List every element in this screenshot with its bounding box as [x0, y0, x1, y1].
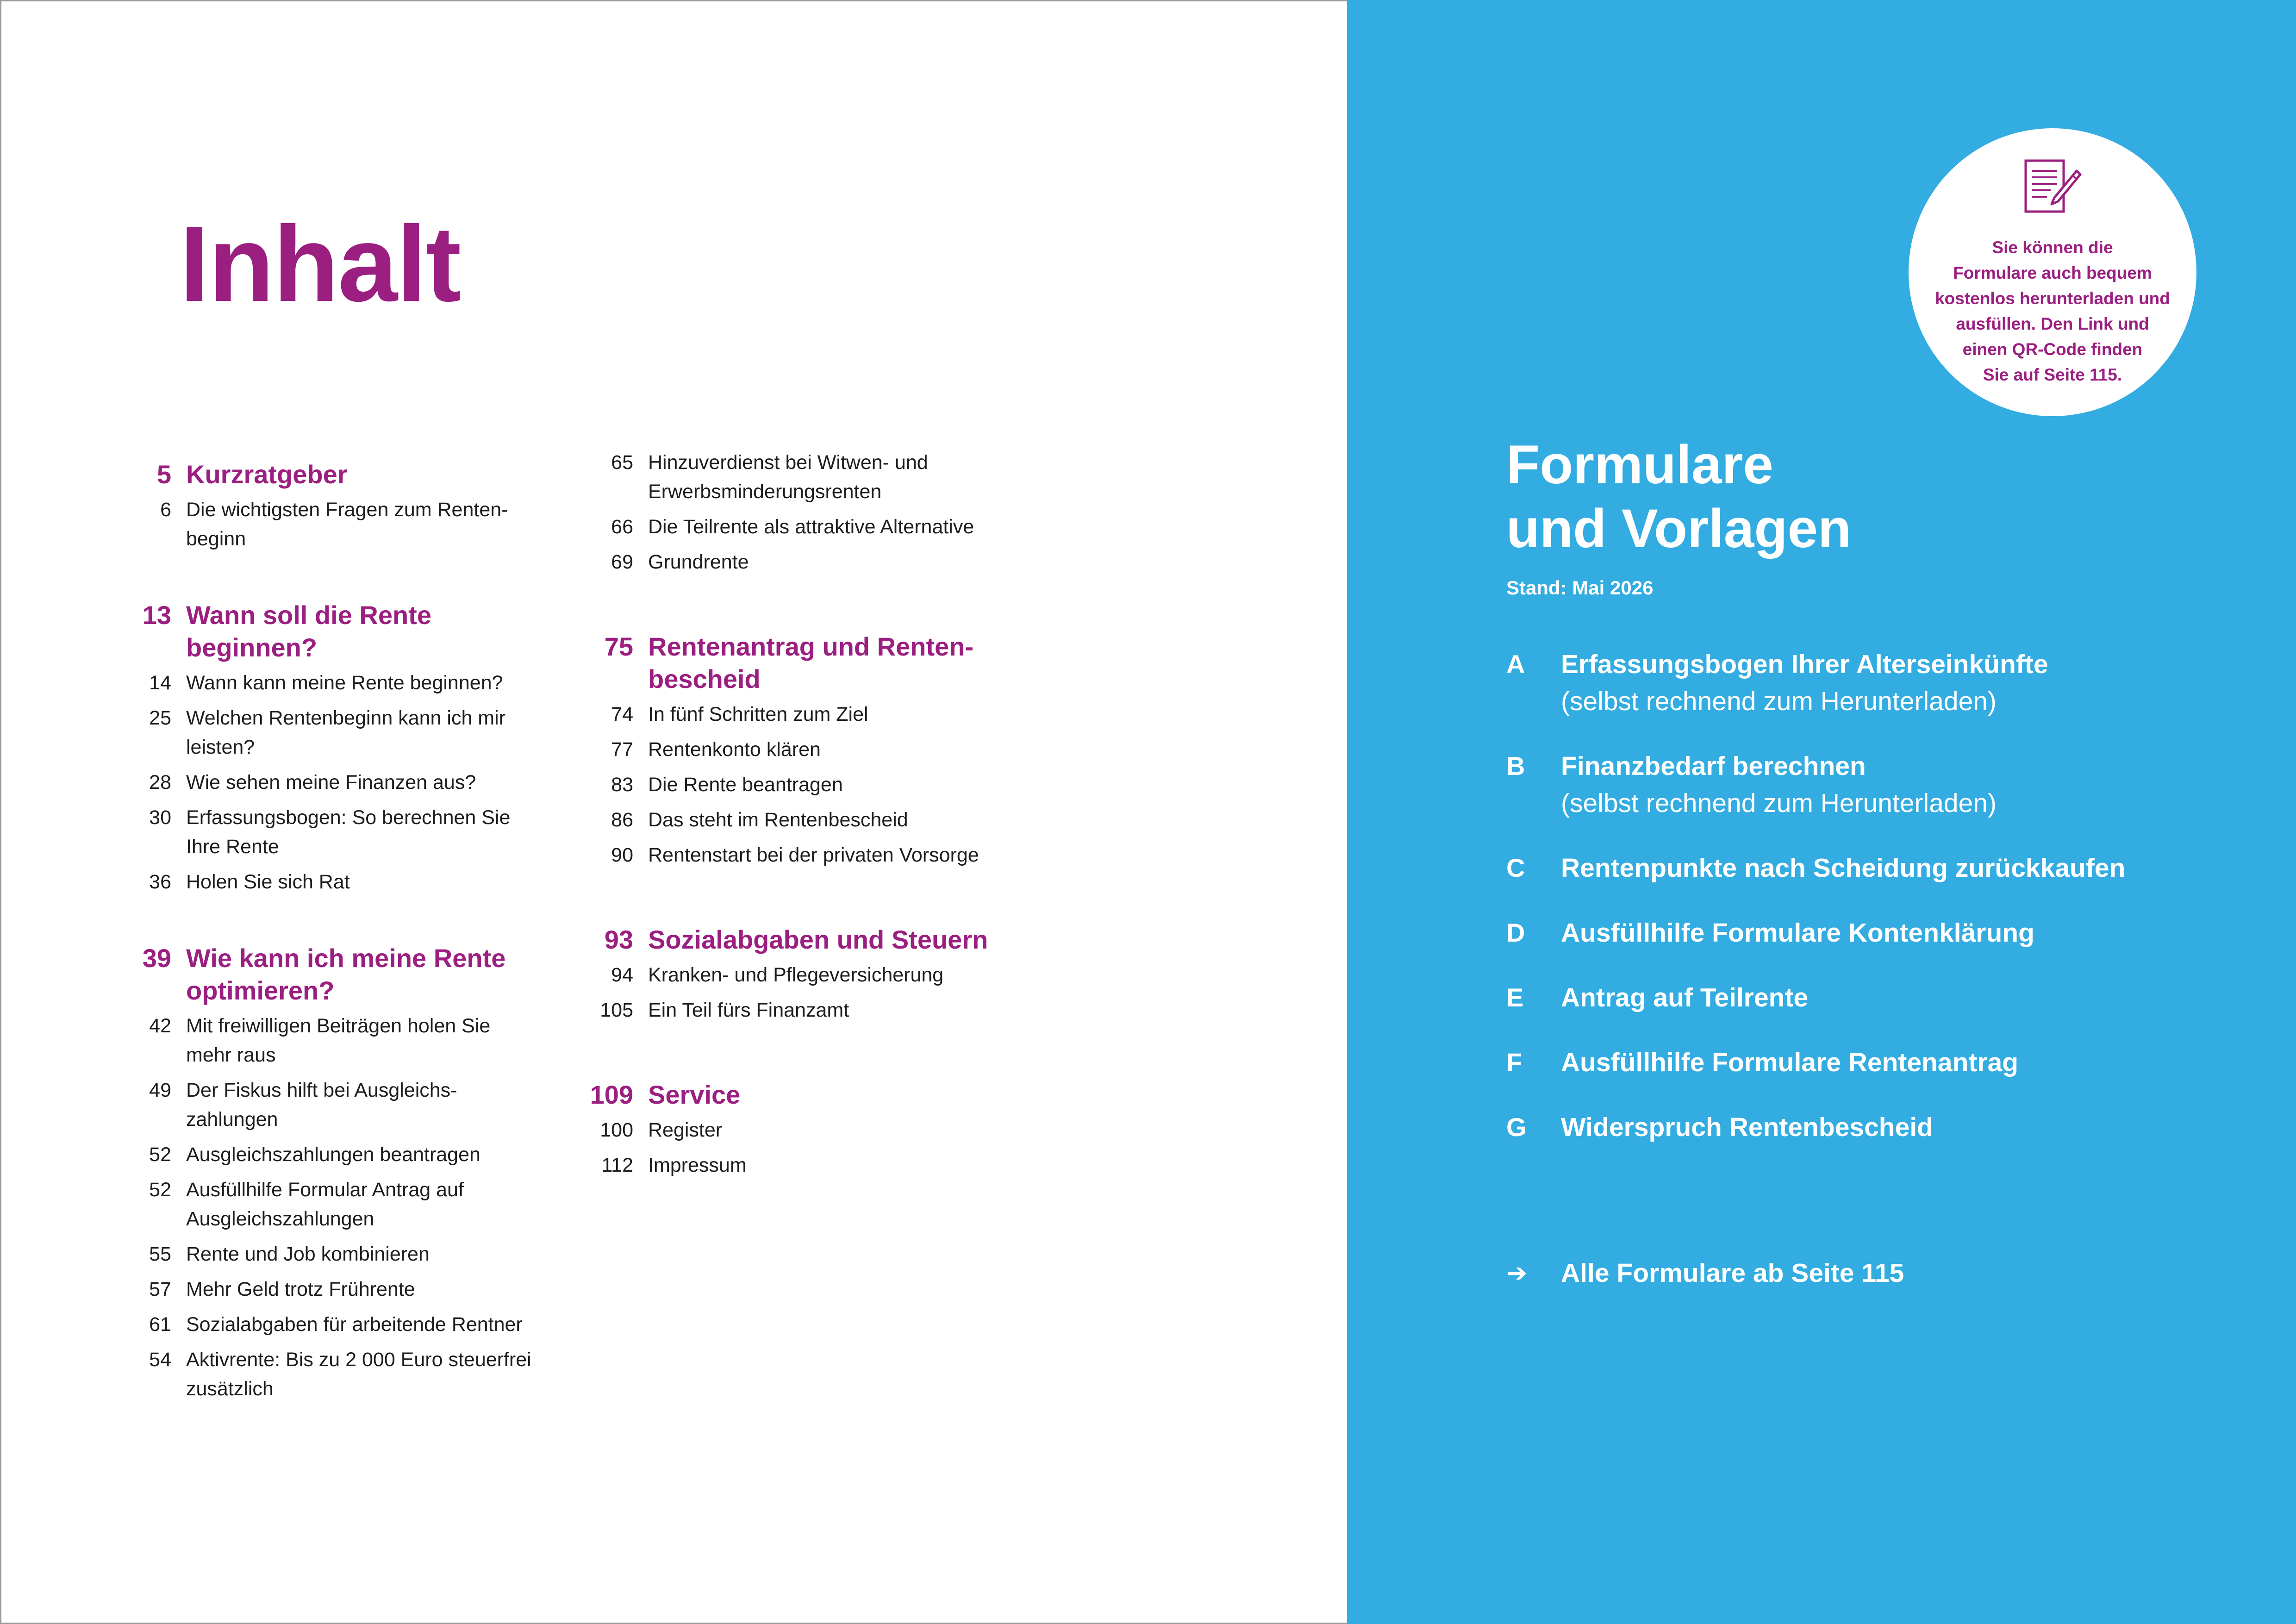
entry-page-number: 61 [149, 1313, 171, 1336]
entry-title: Die Rente beantragen [648, 774, 843, 796]
forms-list [1506, 646, 2270, 1174]
chapter-page-number: 75 [604, 632, 633, 661]
toc-chapter[interactable] [582, 631, 1045, 695]
entry-page-number: 14 [149, 672, 171, 694]
entry-page-number: 55 [149, 1243, 171, 1265]
toc-entry[interactable] [120, 1012, 565, 1070]
download-badge [1909, 128, 2196, 416]
page-title: Inhalt [180, 204, 461, 324]
form-text [1561, 979, 1808, 1016]
toc-entry[interactable] [120, 803, 565, 862]
entry-title: Die Teilrente als attraktive Alternative [648, 516, 974, 538]
toc-chapter[interactable] [120, 599, 565, 664]
toc-entry[interactable] [120, 1310, 565, 1339]
form-title: Antrag auf Teilrente [1561, 983, 1809, 1012]
entry-page-number: 36 [149, 871, 171, 893]
entry-title: Sozialabgaben für arbeitende Rentner [186, 1313, 523, 1336]
toc-section [582, 924, 1045, 1025]
entry-page-number: 49 [149, 1079, 171, 1101]
form-letter: A [1506, 650, 1525, 679]
entry-page-number: 52 [149, 1179, 171, 1201]
entry-page-number: 30 [149, 806, 171, 829]
entry-title: Rente und Job kombinieren [186, 1243, 430, 1265]
chapter-page-number: 109 [590, 1080, 633, 1109]
entry-page-number: 66 [611, 516, 633, 538]
form-pencil-icon [2022, 157, 2082, 222]
form-title: Rentenpunkte nach Scheidung zurückkaufen [1561, 853, 2126, 883]
entry-page-number: 42 [149, 1015, 171, 1037]
entry-title: Hinzuverdienst bei Witwen- und Erwerbsminderungsrenten [648, 451, 928, 503]
toc-entry[interactable] [120, 704, 565, 762]
entry-title: Die wichtigsten Fragen zum Renten- beginn [186, 499, 508, 550]
toc-section [120, 599, 565, 897]
toc-section [582, 1079, 1045, 1180]
entry-title: Ein Teil fürs Finanzamt [648, 999, 849, 1021]
entry-title: In fünf Schritten zum Ziel [648, 703, 868, 725]
entry-title: Rentenstart bei der privaten Vorsorge [648, 844, 979, 866]
badge-text-line: Sie auf Seite 115. [1983, 365, 2122, 384]
badge-text-line: Sie können die [1992, 238, 2113, 257]
badge-text-line: kostenlos herunterladen und [1935, 289, 2170, 308]
entry-page-number: 52 [149, 1143, 171, 1166]
all-forms-link[interactable] [1506, 1255, 1904, 1292]
entry-page-number: 90 [611, 844, 633, 866]
toc-chapter[interactable] [582, 924, 1045, 956]
chapter-title: Wie kann ich meine Rente optimieren? [186, 943, 506, 1005]
entry-page-number: 25 [149, 707, 171, 729]
toc-entry[interactable] [582, 996, 1045, 1025]
badge-text-line: ausfüllen. Den Link und [1956, 314, 2149, 333]
form-title: Erfassungsbogen Ihrer Alterseinkünfte [1561, 650, 2048, 679]
form-text [1561, 914, 2034, 951]
form-letter: D [1506, 918, 1525, 947]
form-item[interactable] [1506, 646, 2270, 720]
forms-title-line-1: Formulare [1506, 434, 1774, 495]
entry-title: Mehr Geld trotz Frührente [186, 1278, 415, 1300]
chapter-title: Wann soll die Rente beginnen? [186, 600, 431, 662]
entry-page-number: 69 [611, 551, 633, 573]
toc-chapter[interactable] [120, 458, 565, 491]
toc-entry[interactable] [582, 1151, 1045, 1180]
entry-page-number: 28 [149, 771, 171, 793]
entry-page-number: 54 [149, 1349, 171, 1371]
entry-page-number: 74 [611, 703, 633, 725]
form-letter: C [1506, 853, 1525, 882]
toc-entry[interactable] [120, 668, 565, 698]
toc-entry[interactable] [120, 1275, 565, 1304]
entry-title: Aktivrente: Bis zu 2 000 Euro steuerfrei zusätzlich [186, 1349, 531, 1400]
chapter-page-number: 39 [142, 943, 171, 973]
toc-entry[interactable] [120, 868, 565, 897]
entry-title: Erfassungsbogen: So berechnen Sie Ihre Rente [186, 806, 511, 858]
form-text [1561, 849, 2125, 887]
entry-title: Holen Sie sich Rat [186, 871, 350, 893]
toc-entry[interactable] [582, 448, 1045, 506]
chapter-title: Sozialabgaben und Steuern [648, 925, 988, 954]
entry-page-number: 112 [601, 1154, 633, 1176]
form-item[interactable] [1506, 979, 2270, 1016]
badge-text-line: einen QR-Code finden [1962, 340, 2143, 359]
entry-page-number: 100 [600, 1119, 633, 1141]
entry-page-number: 94 [611, 964, 633, 986]
form-letter: E [1506, 983, 1524, 1012]
chapter-page-number: 13 [142, 600, 171, 630]
entry-title: Das steht im Rentenbescheid [648, 809, 908, 831]
entry-title: Register [648, 1119, 723, 1141]
toc-entry[interactable] [582, 961, 1045, 990]
forms-status: Stand: Mai 2026 [1506, 577, 1653, 599]
entry-title: Mit freiwilligen Beiträgen holen Sie mehr raus [186, 1015, 491, 1066]
form-item[interactable] [1506, 849, 2270, 887]
toc-section [582, 448, 1045, 577]
toc-entry[interactable] [582, 700, 1045, 729]
form-title: Widerspruch Rentenbescheid [1561, 1112, 1933, 1142]
toc-section [120, 942, 565, 1404]
entry-title: Grundrente [648, 551, 749, 573]
all-forms-label: Alle Formulare ab Seite 115 [1561, 1258, 1904, 1288]
chapter-title: Service [648, 1080, 741, 1109]
toc-section [582, 631, 1045, 870]
entry-page-number: 77 [611, 738, 633, 761]
toc-entry[interactable] [582, 841, 1045, 870]
chapter-title: Kurzratgeber [186, 460, 348, 489]
toc-entry[interactable] [582, 735, 1045, 764]
entry-title: Der Fiskus hilft bei Ausgleichs- zahlungen [186, 1079, 457, 1131]
entry-title: Welchen Rentenbeginn kann ich mir leisten? [186, 707, 505, 758]
entry-title: Ausfüllhilfe Formular Antrag auf Ausgleichszahlungen [186, 1179, 464, 1230]
chapter-page-number: 93 [604, 925, 633, 954]
form-title: Finanzbedarf berechnen [1561, 751, 1866, 781]
entry-page-number: 105 [600, 999, 633, 1021]
arrow-right-icon: ➔ [1506, 1259, 1528, 1287]
entry-title: Wie sehen meine Finanzen aus? [186, 771, 476, 793]
form-item[interactable] [1506, 914, 2270, 951]
badge-text [1927, 235, 2178, 387]
entry-title: Wann kann meine Rente beginnen? [186, 672, 503, 694]
toc-section [120, 458, 565, 554]
entry-title: Kranken- und Pflegeversicherung [648, 964, 944, 986]
toc-chapter[interactable] [120, 942, 565, 1007]
entry-page-number: 86 [611, 809, 633, 831]
form-item[interactable] [1506, 748, 2270, 822]
toc-entry[interactable] [120, 495, 565, 554]
toc-column-1 [120, 458, 565, 1449]
entry-page-number: 6 [160, 499, 171, 521]
toc-entry[interactable] [582, 770, 1045, 800]
entry-page-number: 83 [611, 774, 633, 796]
toc-entry[interactable] [582, 548, 1045, 577]
toc-entry[interactable] [120, 1240, 565, 1269]
form-text [1561, 748, 1997, 822]
form-letter: F [1506, 1048, 1522, 1077]
entry-page-number: 57 [149, 1278, 171, 1300]
forms-title-line-2: und Vorlagen [1506, 498, 1852, 559]
form-subtitle: (selbst rechnend zum Herunterladen) [1561, 687, 1997, 716]
entry-title: Impressum [648, 1154, 747, 1176]
forms-title [1506, 433, 1851, 561]
form-title: Ausfüllhilfe Formulare Rentenantrag [1561, 1048, 2019, 1077]
form-text [1561, 1044, 2018, 1081]
chapter-title: Rentenantrag und Renten- bescheid [648, 632, 974, 693]
toc-entry[interactable] [120, 768, 565, 797]
toc-entry[interactable] [120, 1140, 565, 1169]
form-item[interactable] [1506, 1109, 2270, 1146]
toc-entry[interactable] [120, 1076, 565, 1134]
form-letter: G [1506, 1112, 1527, 1142]
toc-entry[interactable] [120, 1345, 565, 1404]
entry-title: Rentenkonto klären [648, 738, 821, 761]
toc-column-2 [582, 451, 1045, 1234]
toc-chapter[interactable] [582, 1079, 1045, 1111]
toc-entry[interactable] [582, 1116, 1045, 1145]
entry-title: Ausgleichszahlungen beantragen [186, 1143, 480, 1166]
toc-entry[interactable] [120, 1175, 565, 1234]
form-item[interactable] [1506, 1044, 2270, 1081]
form-text [1561, 646, 2048, 720]
form-text [1561, 1109, 1933, 1146]
form-title: Ausfüllhilfe Formulare Kontenklärung [1561, 918, 2034, 948]
toc-entry[interactable] [582, 806, 1045, 835]
chapter-page-number: 5 [156, 460, 171, 489]
badge-text-line: Formulare auch bequem [1953, 263, 2152, 282]
form-letter: B [1506, 751, 1525, 781]
entry-page-number: 65 [611, 451, 633, 474]
form-subtitle: (selbst rechnend zum Herunterladen) [1561, 788, 1997, 818]
toc-entry[interactable] [582, 512, 1045, 542]
